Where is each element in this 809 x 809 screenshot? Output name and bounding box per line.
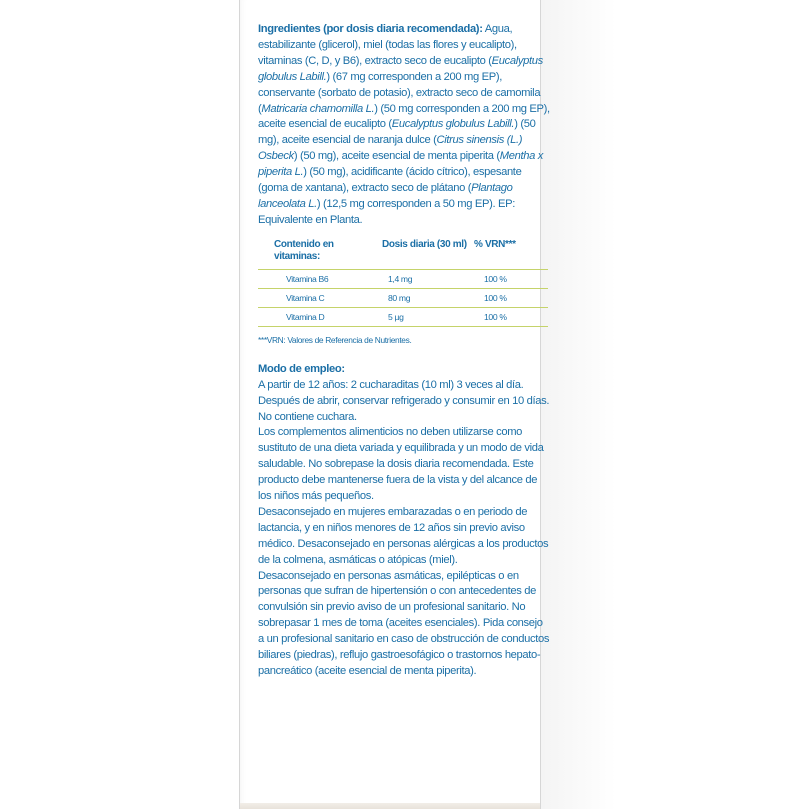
latin-name: Mentha x piperita L. xyxy=(258,150,543,179)
ingredients-text: ) (50 mg), aceite esencial de naranja dulce ( xyxy=(258,118,536,147)
usage-line: No contiene cuchara. xyxy=(258,410,357,423)
ingredients-text: ) (67 mg corresponden a 200 mg EP), conservante (sorbato de potasio), extracto seco de camomila ( xyxy=(258,70,541,115)
vitamin-vrn: 100 % xyxy=(474,307,548,326)
column-header-vrn: % VRN*** xyxy=(474,238,516,250)
vitamin-name: Vitamina B6 xyxy=(258,269,382,288)
latin-name: Matricaria chamomilla L. xyxy=(261,102,375,115)
column-header-content: Contenido en vitaminas: xyxy=(274,238,334,262)
latin-name: Plantago lanceolata L. xyxy=(258,182,513,210)
column-header-dose: Dosis diaria (30 ml) xyxy=(382,238,467,250)
vitamin-name: Vitamina D xyxy=(258,307,382,326)
vitamin-vrn: 100 % xyxy=(474,288,548,307)
vitamin-dose: 80 mg xyxy=(382,288,474,307)
warning-paragraph: Los complementos alimenticios no deben utilizarse como sustituto de una dieta variada y equilibrada y un modo de vida saludable. No sobrepase la dosis diaria recomendada. Este producto debe mantenerse fuera de la vista y del alcance de los niños más pequeños. xyxy=(258,426,544,503)
warning-paragraph: Desaconsejado en mujeres embarazadas o en periodo de lactancia, y en niños menores de 12 años sin previo aviso médico. Desaconsejado en personas alérgicas a los productos de la colmena, asmáticas o atópicas (miel). xyxy=(258,505,549,566)
ingredients-text: ) (50 mg corresponden a 200 mg EP), aceite esencial de eucalipto ( xyxy=(258,102,550,131)
vitamin-vrn: 100 % xyxy=(474,269,548,288)
ingredients-paragraph xyxy=(258,22,550,229)
vitamin-dose: 5 µg xyxy=(382,307,474,326)
warning-paragraph: Desaconsejado en personas asmáticas, epilépticas o en personas que sufran de hipertensión o con antecedentes de convulsión sin previo aviso de un profesional sanitario. No sobrepasar 1 mes de toma (aceites esenciales). Pida consejo a un profesional sanitario en caso de obstrucción de conductos biliares (piedras), reflujo gastroesofágico o trastornos hepato-pancreático (aceite esencial de menta piperita). xyxy=(258,569,550,677)
right-background xyxy=(541,0,809,809)
ingredients-heading: Ingredientes (por dosis diaria recomendada): xyxy=(258,23,483,35)
ingredients-text: Agua, estabilizante (glicerol), miel (todas las flores y eucalipto), vitaminas (C, D, y B6), extracto seco de eucalipto ( xyxy=(258,23,517,67)
table-row xyxy=(258,288,548,307)
table-row xyxy=(258,307,548,326)
usage-line: Después de abrir, conservar refrigerado y consumir en 10 días. xyxy=(258,394,550,407)
ingredients-text: ) (12,5 mg corresponden a 50 mg EP). EP: Equivalente en Planta. xyxy=(258,197,515,226)
table-row xyxy=(258,269,548,288)
latin-name: Eucalyptus globulus Labill. xyxy=(258,54,543,83)
ingredients-text: ) (50 mg), aceite esencial de menta piperita ( xyxy=(293,150,500,163)
vitamin-table xyxy=(258,239,548,327)
usage-line: A partir de 12 años: 2 cucharaditas (10 ml) 3 veces al día. xyxy=(258,378,524,391)
vitamin-name: Vitamina C xyxy=(258,288,382,307)
vitamin-dose: 1,4 mg xyxy=(382,269,474,288)
latin-name: Eucalyptus globulus Labill. xyxy=(391,118,515,131)
usage-title: Modo de empleo: xyxy=(258,362,345,375)
label-content xyxy=(258,22,550,680)
ingredients-text: ) (50 mg), acidificante (ácido cítrico), espesante (goma de xantana), extracto seco de plátano ( xyxy=(258,166,522,195)
vrn-footnote: ***VRN: Valores de Referencia de Nutrientes. xyxy=(258,334,412,345)
table-header-row xyxy=(258,239,548,270)
latin-name: Citrus sinensis (L.) Osbeck xyxy=(258,134,523,163)
